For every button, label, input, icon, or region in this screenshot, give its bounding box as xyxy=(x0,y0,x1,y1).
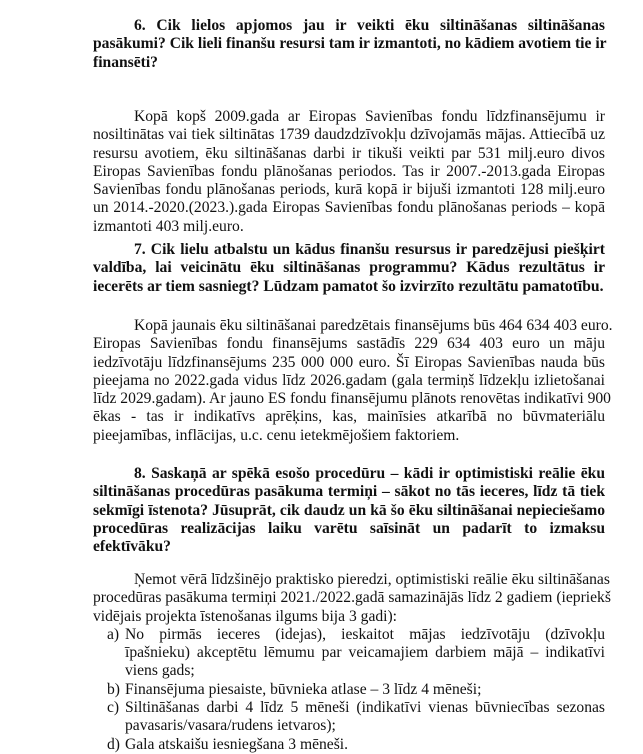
answer-line: Kopā kopš 2009.gada ar Eiropas Savienības fondu līdzfinansējumu ir xyxy=(134,108,605,125)
answer-line: izmantoti 403 milj.euro. xyxy=(93,217,244,235)
list-line: pavasaris/vasara/rudens ietvaros); xyxy=(125,717,336,735)
answer-line: iedzīvotāju līdzfinansējums 235 000 000 euro. Šī Eiropas Savienības nauda būs xyxy=(93,353,605,371)
answer-line: un 2014.-2020.(2023.).gada Eiropas Savienības fondu plānošanas periods – kopā xyxy=(93,199,605,217)
answer-line: pieejamības, inflācijas, u.c. cenu ietekmējošiem faktoriem. xyxy=(93,426,460,444)
list-item-a xyxy=(93,626,605,681)
answer-line: Eiropas Savienības fondu finansējums sastādīs 229 634 403 euro un māju xyxy=(93,335,605,353)
q8-answer xyxy=(93,571,611,754)
answer-line: Eiropas Savienības fondu plānošanas periodos. Tas ir 2007.-2013.gada Eiropas xyxy=(93,162,605,180)
answer-line: vidējais projekta īstenošanas ilgums bija 3 gadi): xyxy=(93,607,398,625)
heading-line: 8. Saskaņā ar spēkā esošo procedūru – kādi ir optimistiski reālie ēku xyxy=(134,465,605,482)
answer-line: nosiltinātas vai tiek siltinātas 1739 daudzdzīvokļu dzīvojamās mājas. Attiecībā uz xyxy=(93,126,605,144)
answer-line: Kopā jaunais ēku siltināšanai paredzētais finansējums būs 464 634 403 euro. xyxy=(134,317,613,334)
answer-line: pieejama no 2022.gada vidus līdz 2026.gadam (gala termiņš līdzekļu izlietošanai xyxy=(93,371,605,389)
answer-line: resursu avotiem, ēku siltināšanas darbi ir tikuši veikti par 531 milj.euro divos xyxy=(93,144,605,162)
answer-line: Savienības fondu plānošanas periods, kurā kopā ir bijuši izmantoti 128 milj.euro xyxy=(93,181,605,199)
heading-line: procedūras realizācijas laiku varētu saīsināt un padarīt to izmaksu xyxy=(93,519,605,537)
heading-line: efektīvāku? xyxy=(93,538,171,556)
q7-heading xyxy=(93,241,605,296)
list-label: d) xyxy=(107,735,120,753)
list-line: No pirmās ieceres (idejas), ieskaitot mājas iedzīvotāju (dzīvokļu xyxy=(125,625,605,643)
list-label: c) xyxy=(107,699,120,717)
list-label: a) xyxy=(107,625,120,643)
heading-line: pasākumi? Cik lieli finanšu resursi tam ir izmantoti, no kādiem avotiem tie ir xyxy=(93,35,607,53)
heading-line: 7. Cik lielu atbalstu un kādus finanšu resursus ir paredzējusi piešķirt xyxy=(134,241,605,258)
list-item-b xyxy=(93,681,605,699)
heading-line: valdība, lai veicinātu ēku siltināšanas programmu? Kādus rezultātus ir xyxy=(93,259,605,277)
list-line: Siltināšanas darbi 4 līdz 5 mēneši (indikatīvi vienas būvniecības sezonas xyxy=(125,699,605,717)
answer-line: līdz 2029.gadam). Ar jauno ES fondu finansējumu plānots renovētas indikatīvi 900 xyxy=(93,390,611,408)
list-item-c xyxy=(93,699,605,736)
q8-heading xyxy=(93,465,605,556)
heading-line: iecerēts ar tiem sasniegt? Lūdzam pamatot šo izvirzīto rezultātu pamatotību. xyxy=(93,277,604,295)
q7-answer xyxy=(93,317,613,445)
answer-line: procedūras pasākuma termiņi 2021./2022.gadā samazinājās līdz 2 gadiem (iepriekš xyxy=(93,589,611,607)
list-line: Gala atskaišu iesniegšana 3 mēneši. xyxy=(125,735,349,753)
q6-heading xyxy=(93,17,605,72)
list-item-d xyxy=(93,736,605,754)
answer-line: ēkas - tas ir indikatīvs aprēķins, kas, mainīsies atkarībā no būvmateriālu xyxy=(93,408,605,426)
heading-line: finansēti? xyxy=(93,53,158,71)
heading-line: 6. Cik lielos apjomos jau ir veikti ēku siltināšanas siltināšanas xyxy=(134,17,605,34)
list-line: īpašnieku) akceptētu lēmumu par veicamajiem darbiem mājā – indikatīvi xyxy=(125,644,605,662)
answer-line: Ņemot vērā līdzšinējo praktisko pieredzi, optimistiski reālie ēku siltināšanas xyxy=(134,571,610,588)
q6-answer xyxy=(93,108,605,236)
heading-line: siltināšanas procedūras pasākuma termiņi – sākot no tās ieceres, līdz tā tiek xyxy=(93,483,605,501)
list-line: Finansējuma piesaiste, būvnieka atlase – 3 līdz 4 mēneši; xyxy=(125,680,482,698)
heading-line: sekmīgi īstenota? Jūsuprāt, cik daudz un kā šo ēku siltināšanai nepieciešamo xyxy=(93,501,605,519)
list-label: b) xyxy=(107,680,120,698)
list-line: viens gads; xyxy=(125,662,195,680)
